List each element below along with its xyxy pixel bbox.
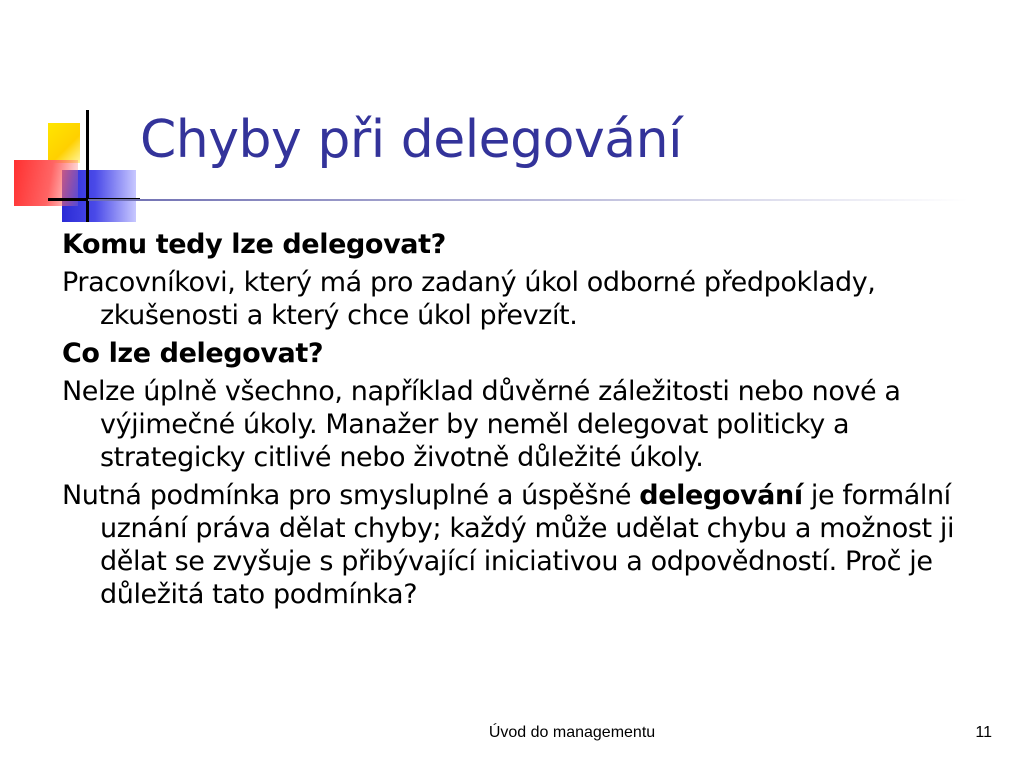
logo-vertical-line (86, 110, 89, 222)
condition-paragraph (62, 479, 992, 611)
footer-page-number: 11 (975, 724, 992, 741)
logo-yellow-square (48, 123, 80, 163)
title-divider (88, 199, 968, 201)
question-who: Komu tedy lze delegovat? (62, 229, 446, 260)
answer-who: Pracovníkovi, který má pro zadaný úkol odborné předpoklady, zkušenosti a který chce úkol převzít. (62, 267, 876, 331)
condition-text-end: je formální uznání práva dělat chyby; každý může udělat chybu a možnost ji dělat se zvyšuje s přibývající iniciativou a odpovědností. Proč je důležitá tato podmínka? (100, 480, 955, 610)
slide-title: Chyby při delegování (140, 110, 683, 170)
condition-text-start: Nutná podmínka pro smysluplné a úspěšné (62, 480, 640, 511)
answer-what: Nelze úplně všechno, například důvěrné záležitosti nebo nové a výjimečné úkoly. Manažer by neměl delegovat politicky a strategicky citlivé nebo životně důležité úkoly. (62, 376, 901, 473)
footer-course-title: Úvod do managementu (488, 724, 656, 741)
condition-keyword: delegování (639, 480, 803, 511)
question-what: Co lze delegovat? (62, 338, 324, 369)
slide-body (62, 228, 992, 616)
slide-logo-icon (0, 0, 140, 240)
